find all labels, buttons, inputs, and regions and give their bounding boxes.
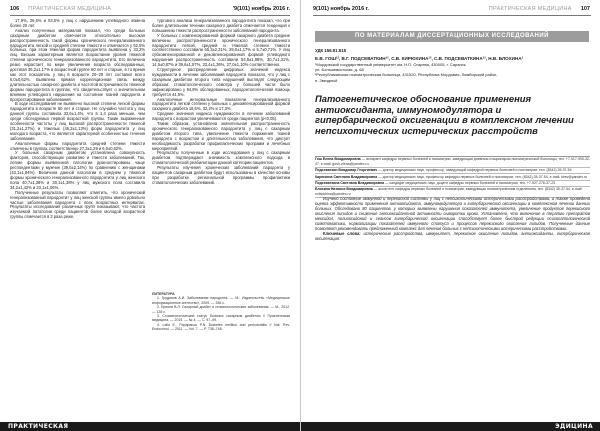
reference-item: 1. Грудянов А.И. Заболевания пародонта. — М.: Издательство «Медицинское информационное агентство», 2009. — 336 с.	[152, 296, 290, 305]
right-footer-bar	[301, 422, 600, 431]
right-footer-brand: ЭДИЦИНА	[555, 423, 593, 430]
paragraph: У больных с компенсированной формой сахарного диабета средние величины распространенности хронического генерализованного пародонтита легкой, средней и тяжелой степени тяжести соответственно составили 65,3±2,31%, 29,0±1,17% и 5,7±0,71%. У лиц субкомпенсированной и декомпенсированной формой углеводного нарушения распространенность составили 54,8±1,98%, 30,7±1,31%, 14,5±0,87% и 39,6±1,57%, 33,4±1,36%, 27,0±1,10% соответственно.	[152, 32, 290, 68]
right-page-number: 107	[580, 6, 590, 12]
author-detail-row: Подсеваткина Светлана Владимировна — кандидат медицинских наук, доцент кафедры нервных болезней и психиатрии, тел. +7-927-276-37-23	[315, 181, 590, 187]
reference-item: 4. Lalla E., Papapanou P.N. Diabetes mellitus and periodontitis // Nat. Rev. Endocrinol. — 2011. — Vol. 7. — P. 738–748.	[152, 322, 290, 332]
author-details-table	[315, 156, 590, 198]
author-line: Е.В. ГОШ¹², В.Г. ПОДСЕВАТКИН¹², С.В. КИРЮХИНА¹², С.В. ПОДСЕВАТКИНА¹², Н.В. БЛОХИНА²	[315, 56, 524, 61]
paragraph: Результаты полученные в ходе исследования у лиц с сахарным диабетом подтверждают значимость комплексного подхода в стоматологической реабилитации данной категории пациентов.	[152, 150, 290, 166]
paragraph: Анализ полученных материалов показал, что среди больных сахарным диабетом отмечается относительно высокая распространенность такой формы хронического генерализованного пародонтита легкой и средней степени тяжести и отмечается у 52,5% больных, при этом тяжелая форма пародонтита выявлена у 33,2% лиц. Весьма характерным является возрастание уровня тяжелой степени хронического генерализованного пародонтита. Его величина резко нарастает по мере увеличения возраста обследованных, достигая 36,2±1,17% в возрастной группе 60 лет и старше, в то время как этот показатель у лиц в возрасте 20–29 лет составил всего 6,0±0,62%. Выявлена прямая корреляционная связь между длительностью сахарного диабета и частотой встречаемости тяжелой формы пародонтита в группах, что свидетельствует о значительном влиянии углеводного нарушения на состояние тканей пародонта и прогрессирование заболевания.	[10, 27, 145, 102]
affiliation-line: п. Звездный	[315, 77, 338, 83]
paragraph: Полученные результаты позволяют отметить, что хронический генерализованный пародонтит у лиц женской группы имело довольно частые заболевания пародонта с всех возрастных интервалах. Результаты исследования различных групп показывают, что частота изучаемой патологии среди пациентов более молодой возрастной группы отмечается в 2 раза реже.	[10, 189, 145, 220]
udk-code: УДК 159.91:615	[315, 48, 347, 53]
reference-item: 3. Стоматологический статус больных сахарным диабетом // Практическая медицина. — 2015. — № 4. — С. 97–99.	[152, 314, 290, 323]
affiliations	[315, 62, 585, 83]
references-heading: ЛИТЕРАТУРА	[152, 292, 175, 296]
left-running-title: ПРАКТИЧЕСКАЯ МЕДИЦИНА	[28, 6, 112, 12]
abstract-paragraph: Изучено состояние иммунной и перекисной системы у лиц с непсихотическими истерическими расстройствами, а также проведена оценка эффективности применения антиоксиданта, иммуномодулятора и гипербарической оксигенации в комплексном лечении данных больных. Обследовано 80 пациентов, у которых выявлены нарушения показателей иммунитета, увеличение продуктов перекисного окисления липидов и снижение антиоксидантной активности сыворотки крови. Установлено, что включение в терапию препаратов мексидол, полиоксидоний и сеансов гипербарической оксигенации способствует более быстрой редукции психопатологической симптоматики, нормализации показателей иммунного статуса и процессов перекисного окисления липидов. Полученные данные позволяют рекомендовать предложенный комплекс для лечения больных с непсихотическими истерическими расстройствами.	[315, 196, 590, 231]
paragraph: Аналогичные интервальные показатели генерализованного пародонтита легкой степени у больных с декомпенсированной формой сахарного диабета 18,5%, 32,2% и 17,3%.	[152, 96, 290, 112]
paragraph: Средние значения индекса нуждаемости в лечении заболеваний пародонта с возрастом увеличиваются среди пациентов (p<0,05).	[152, 111, 290, 122]
keywords-text: истерические расстройства, иммунитет, перекисное окисление липидов, антиоксиданты, гипербарическая оксигенация.	[315, 231, 590, 241]
right-page	[300, 0, 600, 431]
paragraph: У больных сахарным диабетом установлена совокупность факторов, способствующих развитию и тяжести заболеваний. Так, легкие формы выявленной патологии диагностированы чаще респондентами у мужчин (39,0±2,14%) по сравнению с женщинами (43,1±1,84%). Величина данной патологии в среднем у тяжелой формы хронического генерализованного пародонтита у лиц женского пола 40,7±1,38% и 30,1±1,38% у лиц мужского пола составила 34,2±1,42% и 23,1±1,06%.	[10, 150, 145, 190]
paragraph: Результаты изучения хронических заболеваний пародонта у пациентов сахарным диабетом будут использованы в качестве основы при разработке региональной программы профилактики стоматологических заболеваний.	[152, 165, 290, 185]
left-running-head	[10, 5, 111, 14]
reference-item: 2. Еричев В.Л. Сахарный диабет и стоматологические заболевания. — М., 2012. — 128 с.	[152, 305, 290, 314]
author-detail-row: Кирюхина Светлана Владимировна — доктор медицинских наук, профессор кафедры нервных болезней и психиатрии, тел. (8342) 35-37-54, e-mail: kirsv@yandex.ru	[315, 174, 590, 180]
section-banner	[315, 31, 589, 42]
keywords-label: Ключевые слова:	[323, 231, 361, 236]
references	[152, 290, 290, 415]
right-issue-label: 9(101) ноябрь 2016 г.	[313, 6, 369, 12]
left-header-rule	[10, 15, 290, 16]
paragraph: тургового анализа генерализованного пародонтита показал, что при более длительном течении сахарного диабета отмечается тенденция к повышению тяжести распространенности заболеваний пародонта.	[152, 19, 290, 33]
paragraph: 17,9%, 26,6% и 53,5% у лиц с нарушением углеводного обмена более 20 лет.	[10, 19, 145, 28]
right-header-rule	[313, 15, 591, 16]
left-column-2	[152, 19, 290, 287]
left-footer-bar	[0, 422, 300, 431]
left-footer-brand: ПРАКТИЧЕСКАЯ	[8, 423, 69, 430]
left-issue-label: '9(101) ноябрь 2016 г.	[232, 6, 290, 12]
right-running-title: ПРАКТИЧЕСКАЯ МЕДИЦИНА	[488, 6, 572, 12]
paragraph: Таким образом, установлена значительная распространенность хронического генерализованного пародонтита у лиц с сахарным диабетом второго типа, увеличение тяжести поражения тканей пародонта с возрастом и длительностью заболевания, что диктует необходимость разработки профилактических программ и лечебных мероприятий.	[152, 121, 290, 151]
author-detail-row: Подсеваткин Владимир Георгиевич — доктор медицинских наук, профессор, заведующий кафедрой нервных болезней и психиатрии, тел. (8342) 35-37-54	[315, 168, 590, 174]
paragraph: В ходе исследования не выявлено высокой степени легкой формы пародонтита в возрасте 60 лет и старше. Не случайно частота у лиц данной группы составила 32,6±1,4%, что в 1,4 раза меньше, чем среди обследуемых первой возрастной группы. Такие выраженные особенности частоты у лиц высокой распространенности тяжелой (31,2±1,27%) и тяжелых (46,2±1,13%) форм пародонтита у лиц молодого возраста, что является характерной особенностью течения заболевания.	[10, 101, 145, 141]
left-column-1	[10, 19, 145, 414]
paragraph: Аналогичные формы пародонтита средней степени тяжести отмечены в группах соответственно 27,3±1,29 и 6,0±0,62%.	[10, 140, 145, 151]
article-title: Патогенетическое обоснование применения антиоксиданта, иммуномодулятора и гипербарической оксигенации в комплексном лечении непсихотических истерических расстройств	[315, 93, 574, 136]
paragraph: Структурное распределение цифровых значений индекса нуждаемости в лечении заболеваний пародонта показало, что у лиц с сахарным диабетом второго типа нарушений выглядят следующим образом: стоматологического осмотра у большей части было зафиксировано у 94,8% обследованных, пародонтологическая помощь требуется 44,5%.	[152, 67, 290, 97]
affiliation-line: ул. Большевистская, д. 68	[315, 67, 364, 73]
author-detail-row: Гош Елена Владимировна — аспирант кафедры нервных болезней и психиатрии, заведующая дневным стационаром психиатрической больницы, тел. +7-917-990-32-47, e-mail: gosh-elena@yandex.ru	[315, 157, 591, 166]
author-detail-row: Блохина Наталья Владимировна — ассистент кафедры нервных болезней и психиатрии, заведующая психиатрическим отделением, тел. (8342) 35-37-54, e-mail: nvblokhina@yandex.ru	[315, 187, 590, 198]
affiliation-line: ²Республиканская психиатрическая больница, 431520, Республика Мордовия, Лямбирский район,	[315, 72, 498, 78]
left-page-number: 106	[10, 6, 20, 12]
abstract	[315, 196, 590, 241]
affiliation-line: ¹Мордовский государственный университет им. Н.П. Огарева, 430005, г. Саранск,	[315, 62, 467, 67]
right-running-head	[489, 5, 590, 14]
keywords	[315, 231, 590, 241]
section-title: ПО МАТЕРИАЛАМ ДИССЕРТАЦИОННЫХ ИССЛЕДОВАНИЙ	[355, 33, 549, 39]
